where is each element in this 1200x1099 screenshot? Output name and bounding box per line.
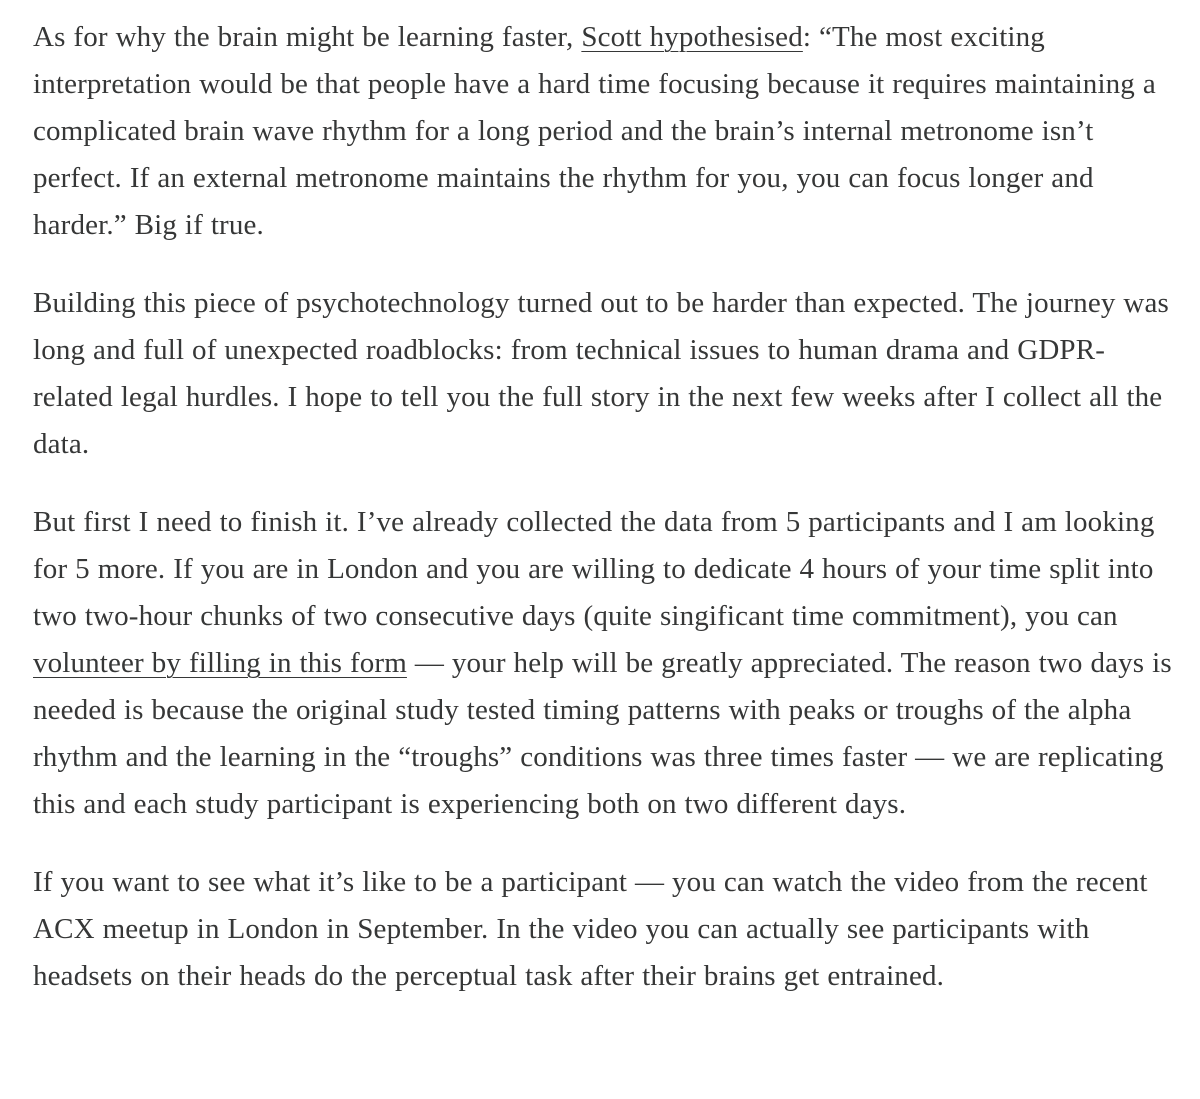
paragraph-psychotechnology [33,280,1173,468]
paragraph-volunteer-request [33,499,1173,828]
article-body [33,14,1173,1000]
paragraph-text: Building this piece of psychotechnology turned out to be harder than expected. The journey was long and full of unexpected roadblocks: from technical issues to human drama and GDPR-related legal hurdles. I hope to tell you the full story in the next few weeks after I collect all the data. [33,287,1169,460]
paragraph-text: As for why the brain might be learning faster, [33,21,582,53]
paragraph-text: — your help will be greatly appreciated. The reason two days is needed is because the original study tested timing patterns with peaks or troughs of the alpha rhythm and the learning in the “troughs” conditions was three times faster — we are replicating this and each study participant is experiencing both on two different days. [33,647,1172,820]
paragraph-text: But first I need to finish it. I’ve already collected the data from 5 participants and I am looking for 5 more. If you are in London and you are willing to dedicate 4 hours of your time split into two two-hour chunks of two consecutive days (quite singificant time commitment), you can [33,506,1155,632]
paragraph-text: : “The most exciting interpretation would be that people have a hard time focusing because it requires maintaining a complicated brain wave rhythm for a long period and the brain’s internal metronome isn’t perfect. If an external metronome maintains the rhythm for you, you can focus longer and harder.” Big if true. [33,21,1156,241]
paragraph-scott-hypothesis [33,14,1173,249]
volunteer-form-link[interactable]: volunteer by filling in this form [33,647,407,679]
paragraph-text: If you want to see what it’s like to be a participant — you can watch the video from the recent ACX meetup in London in September. In the video you can actually see participants with headsets on their heads do the perceptual task after their brains get entrained. [33,866,1148,992]
scott-hypothesised-link[interactable]: Scott hypothesised [581,21,803,53]
paragraph-acx-video [33,859,1173,1000]
